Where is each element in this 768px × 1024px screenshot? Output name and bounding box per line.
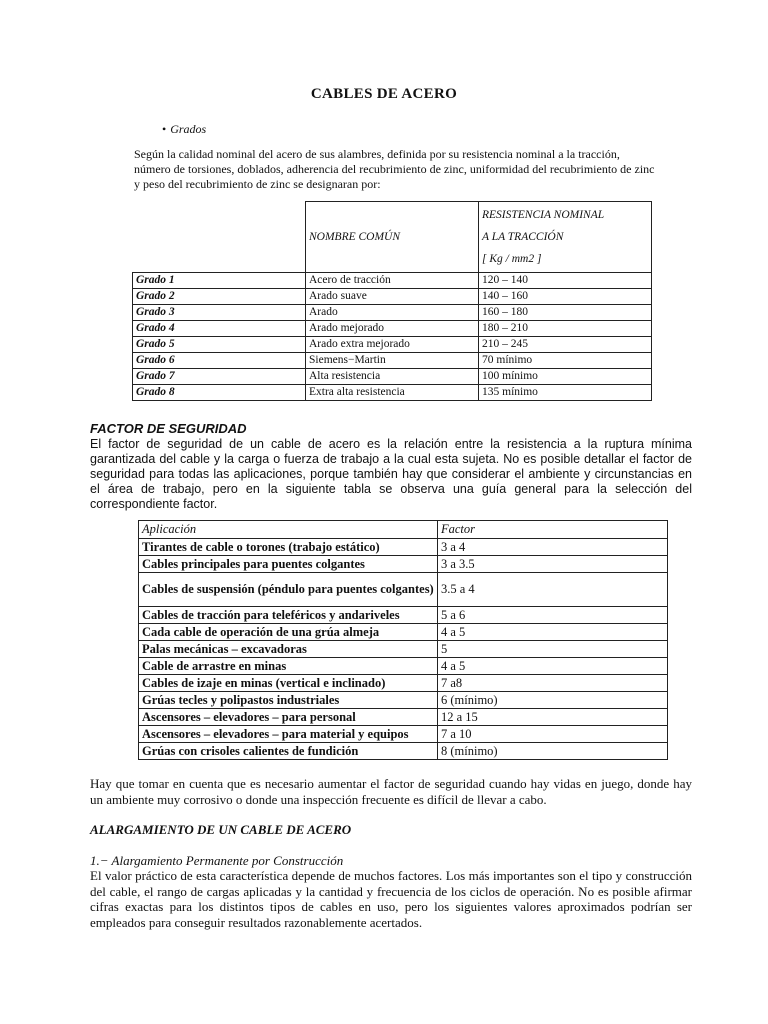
application-cell: Cada cable de operación de una grúa almeja [139,624,438,641]
table-row [133,273,652,289]
table-row [133,337,652,353]
elongation-paragraph: El valor práctico de esta característica depende de muchos factores. Los más importantes son el tipo y construcción del cable, el rango de cargas aplicadas y la cantidad y frecuencia de los ciclos de operación. No es posible afirmar cifras exactas para los distintos tipos de cables en uso, pero los siguientes valores aproximados podrían ser empleados para conseguir resultados razonablemente acertados. [90,868,692,930]
common-name-cell: Alta resistencia [306,369,479,385]
resistance-cell: 140 – 160 [479,289,652,305]
common-name-cell: Arado mejorado [306,321,479,337]
resistance-cell: 135 mínimo [479,385,652,401]
resistance-cell: 120 – 140 [479,273,652,289]
resistance-cell: 180 – 210 [479,321,652,337]
table-row [139,658,668,675]
factor-cell: 4 a 5 [438,658,668,675]
table-row [133,289,652,305]
table-row [139,556,668,573]
grades-header-name: NOMBRE COMÚN [306,202,479,273]
application-cell: Cables de izaje en minas (vertical e inclinado) [139,675,438,692]
factor-cell: 3.5 a 4 [438,573,668,607]
factor-cell: 7 a8 [438,675,668,692]
factor-cell: 3 a 4 [438,539,668,556]
grades-header-res-3: [ Kg / mm2 ] [482,253,542,265]
grade-cell: Grado 7 [133,369,306,385]
safety-heading: FACTOR DE SEGURIDAD [90,421,247,436]
resistance-cell: 210 – 245 [479,337,652,353]
application-cell: Cables principales para puentes colgantes [139,556,438,573]
application-cell: Tirantes de cable o torones (trabajo estático) [139,539,438,556]
table-row [139,624,668,641]
resistance-cell: 100 mínimo [479,369,652,385]
common-name-cell: Arado suave [306,289,479,305]
factor-table-header [139,521,668,539]
common-name-cell: Acero de tracción [306,273,479,289]
grades-table [132,201,652,401]
bullet-grados [162,122,206,137]
application-cell: Ascensores – elevadores – para personal [139,709,438,726]
application-cell: Cables de tracción para teleféricos y andariveles [139,607,438,624]
application-cell: Grúas con crisoles calientes de fundición [139,743,438,760]
table-row [139,641,668,658]
grade-cell: Grado 5 [133,337,306,353]
application-cell: Palas mecánicas – excavadoras [139,641,438,658]
grade-cell: Grado 6 [133,353,306,369]
table-row [139,743,668,760]
factor-header-factor: Factor [438,521,668,539]
grade-cell: Grado 3 [133,305,306,321]
common-name-cell: Extra alta resistencia [306,385,479,401]
common-name-cell: Arado [306,305,479,321]
table-row [133,385,652,401]
intro-paragraph: Según la calidad nominal del acero de sus alambres, definida por su resistencia nominal a la tracción, número de torsiones, doblados, adherencia del recubrimiento de zinc, uniformidad del recubrimiento de zinc y peso del recubrimiento de zinc se designaran por: [134,147,655,191]
table-row [133,353,652,369]
factor-cell: 3 a 3.5 [438,556,668,573]
resistance-cell: 70 mínimo [479,353,652,369]
page-title: CABLES DE ACERO [310,86,458,102]
table-row [139,692,668,709]
factor-cell: 8 (mínimo) [438,743,668,760]
application-cell: Ascensores – elevadores – para material y equipos [139,726,438,743]
application-cell: Cable de arrastre en minas [139,658,438,675]
application-cell: Grúas tecles y polipastos industriales [139,692,438,709]
grades-header-res-1: RESISTENCIA NOMINAL [482,209,605,221]
factor-cell: 5 [438,641,668,658]
common-name-cell: Arado extra mejorado [306,337,479,353]
table-row [133,321,652,337]
factor-cell: 12 a 15 [438,709,668,726]
factor-cell: 7 a 10 [438,726,668,743]
factor-cell: 5 a 6 [438,607,668,624]
table-row [133,305,652,321]
safety-note-paragraph: Hay que tomar en cuenta que es necesario aumentar el factor de seguridad cuando hay vidas en juego, donde hay un ambiente muy corrosivo o donde una inspección frecuente es difícil de llevar a cabo. [90,776,692,807]
factor-header-application: Aplicación [139,521,438,539]
elongation-subheading: 1.− Alargamiento Permanente por Construcción [90,853,344,868]
grade-cell: Grado 2 [133,289,306,305]
common-name-cell: Siemens−Martin [306,353,479,369]
table-row [139,607,668,624]
elongation-heading: ALARGAMIENTO DE UN CABLE DE ACERO [90,822,352,837]
grade-cell: Grado 1 [133,273,306,289]
safety-factor-table [138,520,668,760]
grades-table-header [133,202,652,273]
grades-header-blank [133,202,306,273]
table-row [139,539,668,556]
factor-cell: 6 (mínimo) [438,692,668,709]
bullet-label: Grados [170,122,207,136]
table-row [139,709,668,726]
table-row [139,726,668,743]
safety-paragraph: El factor de seguridad de un cable de acero es la relación entre la resistencia a la ruptura mínima garantizada del cable y la carga o fuerza de trabajo a la cual esta sujeta. No es posible detallar el factor de seguridad para todas las aplicaciones, porque también hay que considerar el ambiente y circunstancias en el área de trabajo, pero en la siguiente tabla se observa una guía general para la selección del correspondiente factor. [90,437,692,511]
table-row [139,573,668,607]
resistance-cell: 160 – 180 [479,305,652,321]
grade-cell: Grado 8 [133,385,306,401]
table-row [139,675,668,692]
table-row [133,369,652,385]
grades-header-res-2: A LA TRACCIÓN [482,231,564,243]
grade-cell: Grado 4 [133,321,306,337]
factor-cell: 4 a 5 [438,624,668,641]
bullet-icon: • [162,122,167,136]
grades-header-resistance [479,202,652,273]
application-cell: Cables de suspensión (péndulo para puentes colgantes) [139,573,438,607]
